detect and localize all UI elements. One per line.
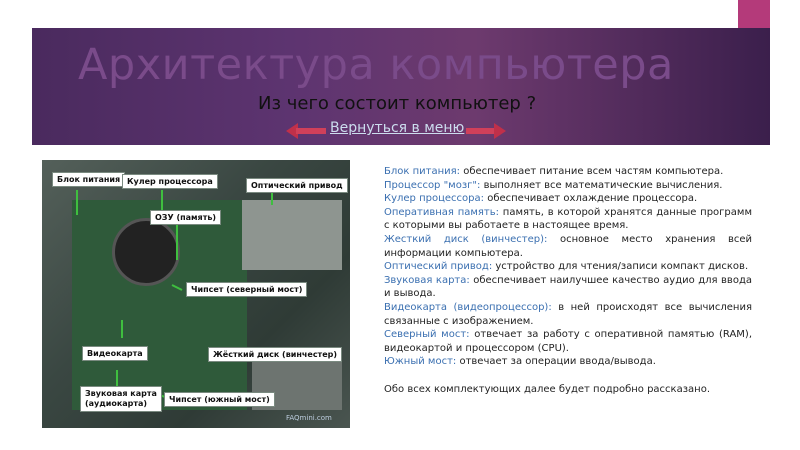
desc-text: выполняет все математические вычисления. [480, 179, 723, 191]
desc-term: Южный мост: [384, 356, 457, 368]
desc-item [384, 192, 752, 206]
label-ram: ОЗУ (память) [150, 210, 221, 225]
desc-text: обеспечивает охлаждение процессора. [484, 193, 698, 205]
arrow-right-bar [466, 128, 496, 134]
desc-text: отвечает за работу с оперативной памятью (RAM), видеокартой и процессором (CPU). [384, 329, 752, 354]
computer-internals-photo [42, 160, 350, 428]
desc-item [384, 260, 752, 274]
desc-footer: Обо всех комплектующих далее будет подробно рассказано. [384, 383, 711, 395]
page-subtitle: Из чего состоит компьютер ? [258, 93, 537, 114]
desc-term: Кулер процессора: [384, 193, 485, 205]
arrow-left-bar [296, 128, 326, 134]
label-southbridge: Чипсет (южный мост) [164, 392, 275, 407]
desc-text: обеспечивает питание всем частям компьютера. [460, 166, 724, 177]
desc-text: в ней происходят все вычисления связанные с изображением. [384, 301, 752, 327]
back-navigation[interactable] [286, 120, 506, 142]
desc-text: устройство для чтения/записи компакт дисков. [492, 261, 749, 273]
label-psu: Блок питания [52, 172, 125, 187]
back-to-menu-link[interactable]: Вернуться в меню [330, 120, 465, 136]
arrow-right-icon[interactable] [494, 123, 506, 139]
page-title: Архитектура компьютера [78, 40, 674, 90]
components-description [384, 165, 752, 397]
label-gpu: Видеокарта [82, 346, 148, 361]
desc-text: отвечает за операции ввода/вывода. [456, 356, 656, 368]
label-hdd: Жёсткий диск (винчестер) [208, 347, 342, 362]
watermark: FAQmini.com [286, 414, 332, 422]
desc-item [384, 233, 752, 260]
desc-item [384, 301, 752, 328]
desc-term: Жесткий диск (винчестер): [384, 233, 548, 245]
desc-term: Звуковая карта: [384, 274, 470, 286]
desc-term: Видеокарта (видеопроцессор): [384, 301, 552, 313]
desc-text: обеспечивает наилучшее качество аудио для ввода и вывода. [384, 274, 752, 300]
label-cpu-cooler: Кулер процессора [122, 174, 218, 189]
desc-item [384, 274, 752, 301]
desc-term: Северный мост: [384, 329, 470, 341]
desc-item [384, 355, 752, 369]
label-northbridge: Чипсет (северный мост) [186, 282, 307, 297]
label-sound-card: Звуковая карта (аудиокарта) [80, 386, 162, 412]
desc-term: Блок питания: [384, 166, 461, 177]
desc-term: Процессор "мозг": [384, 179, 481, 191]
desc-item [384, 165, 752, 179]
desc-term: Оперативная память: [384, 206, 500, 218]
desc-term: Оптический привод: [384, 261, 493, 273]
desc-text: память, в которой хранятся данные программ с которыми вы работаете в настоящее время. [384, 206, 752, 232]
accent-strip [738, 0, 770, 28]
desc-item [384, 206, 752, 233]
desc-item [384, 328, 752, 355]
desc-item [384, 179, 752, 193]
desc-text: основное место хранения всей информации компьютера. [384, 233, 752, 259]
label-optical-drive: Оптический привод [246, 178, 348, 193]
